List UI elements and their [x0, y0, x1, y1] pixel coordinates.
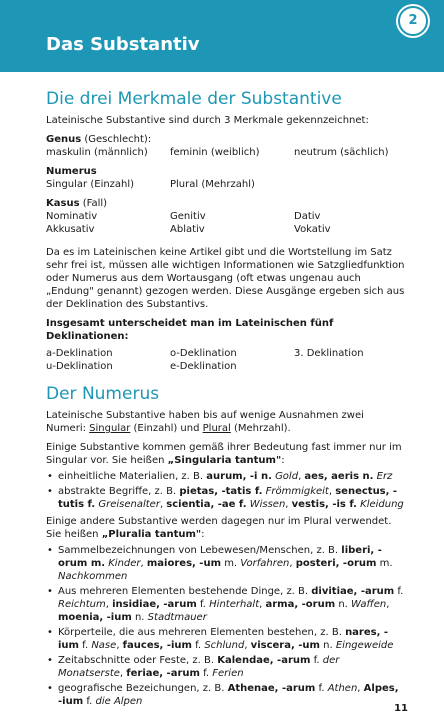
kasus-value: Dativ: [294, 211, 321, 222]
declension-item: a-Deklination: [46, 348, 113, 359]
gender: f.: [86, 696, 93, 707]
list-item: • abstrakte Begriffe, z. B. pietas, -tatis f. Frömmigkeit, senectus, -tutis f. Greisenalter, scientia, -ae f. Wissen, vestis, -is f. Kleidung: [46, 485, 406, 511]
chapter-number-badge: 2: [398, 6, 428, 36]
genus-value: neutrum (sächlich): [294, 147, 389, 158]
declensions-heading: Insgesamt unterscheidet man im Lateinischen fünf Deklinationen:: [46, 318, 334, 342]
kasus-row: [46, 210, 406, 223]
declensions-row: [46, 360, 406, 373]
latin-word: scientia, -ae f.: [166, 499, 247, 510]
translation: Kleidung: [360, 499, 404, 510]
gender: f.: [318, 683, 325, 694]
pluralia-text: :: [201, 529, 205, 540]
translation: Athen: [327, 683, 358, 694]
gender: n.: [338, 599, 348, 610]
list-item: • Sammelbezeichnungen von Lebewesen/Menschen, z. B. liberi, -orum m. Kinder, maiores, -um m. Vorfahren, posteri, -orum m. Nachkommen: [46, 544, 406, 583]
kasus-value: Genitiv: [170, 211, 206, 222]
numeri-paragraph: [46, 409, 406, 435]
singular-term: Singular: [89, 423, 131, 434]
numeri-text: (Mehrzahl).: [230, 423, 291, 434]
translation: Greisenalter: [98, 499, 160, 510]
declension-item: u-Deklination: [46, 361, 113, 372]
singularia-text: :: [281, 455, 285, 466]
kasus-row: [46, 223, 406, 236]
gender: f.: [82, 640, 89, 651]
latin-word: Alpes, -ium: [58, 683, 399, 707]
singularia-term: „Singularia tantum": [167, 455, 282, 466]
pluralia-intro: [46, 515, 406, 541]
latin-word: insidiae, -arum: [112, 599, 197, 610]
gender: n.: [134, 612, 145, 623]
translation: Eingeweide: [335, 640, 394, 651]
latin-word: aurum, -i n.: [206, 471, 272, 482]
kasus-note: (Fall): [82, 198, 108, 209]
pluralia-text: Einige andere Substantive werden dagegen nur im Plural verwendet. Sie heißen: [46, 516, 392, 540]
kasus-block: [46, 197, 406, 236]
numerus-values: [46, 178, 406, 191]
genus-note: (Geschlecht):: [84, 134, 152, 145]
translation: Vorfahren: [240, 558, 290, 569]
section-heading-merkmale: Die drei Merkmale der Substantive: [46, 89, 342, 109]
singularia-text: Einige Substantive kommen gemäß ihrer Bedeutung fast immer nur im Singular vor. Sie heißen: [46, 442, 402, 466]
latin-word: senectus, -tutis f.: [58, 486, 398, 510]
gender: f.: [313, 655, 320, 666]
translation: Kinder: [108, 558, 141, 569]
item-text: geografische Bezeichungen, z. B.: [58, 683, 228, 694]
latin-word: feriae, -arum: [126, 668, 200, 679]
gender: f.: [203, 668, 210, 679]
translation: Reichtum: [58, 599, 106, 610]
list-item: • einheitliche Materialien, z. B. aurum, -i n. Gold, aes, aeris n. Erz: [46, 470, 406, 483]
page-number: 11: [394, 703, 408, 714]
latin-word: fauces, -ium: [122, 640, 192, 651]
numeri-text: (Einzahl) und: [130, 423, 203, 434]
gender: f.: [195, 640, 202, 651]
translation: die Alpen: [95, 696, 143, 707]
list-item: • Aus mehreren Elementen bestehende Dinge, z. B. divitiae, -arum f. Reichtum, insidiae, -arum f. Hinterhalt, arma, -orum n. Waffen, moenia, -ium n. Stadtmauer: [46, 585, 406, 624]
genus-value: feminin (weiblich): [170, 147, 260, 158]
item-text: Aus mehreren Elementen bestehende Dinge, z. B.: [58, 586, 312, 597]
translation: Ferien: [212, 668, 244, 679]
chapter-header: [0, 0, 444, 72]
translation: Hinterhalt: [209, 599, 260, 610]
numerus-value: Plural (Mehrzahl): [170, 179, 255, 190]
numerus-block: [46, 165, 406, 191]
declension-item: e-Deklination: [170, 361, 237, 372]
translation: Nase: [91, 640, 117, 651]
translation: Gold: [275, 471, 299, 482]
translation: Waffen: [351, 599, 387, 610]
latin-word: aes, aeris n.: [304, 471, 374, 482]
kasus-label: Kasus: [46, 198, 80, 209]
kasus-value: Vokativ: [294, 224, 331, 235]
gender: f.: [199, 599, 206, 610]
genus-values: [46, 146, 406, 159]
latin-word: Athenae, -arum: [227, 683, 316, 694]
translation: Nachkommen: [58, 571, 128, 582]
gender: n.: [323, 640, 333, 651]
numerus-label: Numerus: [46, 166, 97, 177]
pluralia-list: [46, 544, 406, 708]
item-text: Zeitabschnitte oder Feste, z. B.: [58, 655, 218, 666]
latin-word: maiores, -um: [146, 558, 221, 569]
kasus-value: Nominativ: [46, 211, 98, 222]
latin-word: pietas, -tatis f.: [179, 486, 263, 497]
translation: der Monatserste: [58, 655, 340, 679]
gender: m.: [379, 558, 393, 569]
genus-heading: [46, 133, 406, 146]
list-item: • Körperteile, die aus mehreren Elementen bestehen, z. B. nares, -ium f. Nase, fauces, -ium f. Schlund, viscera, -um n. Eingeweide: [46, 626, 406, 652]
latin-word: vestis, -is f.: [291, 499, 357, 510]
translation: Stadtmauer: [147, 612, 207, 623]
latin-word: moenia, -ium: [58, 612, 132, 623]
explanation-paragraph: Da es im Lateinischen keine Artikel gibt und die Wortstellung im Satz sehr frei ist, müssen alle wichtigen Informationen wie Satzgliedfunktion oder Numerus aus dem Wortausgang (oft etwas ungenau auch „Endung" genannt) gezogen werden. Diese Ausgänge ergeben sich aus der Deklination des Substantivs.: [46, 247, 405, 310]
page-title: Das Substantiv: [46, 34, 200, 55]
latin-word: nares, -ium: [58, 627, 389, 651]
item-text: einheitliche Materialien, z. B.: [58, 471, 207, 482]
latin-word: viscera, -um: [250, 640, 320, 651]
latin-word: liberi, -orum m.: [58, 545, 382, 569]
declensions-row: [46, 347, 406, 360]
latin-word: Kalendae, -arum: [217, 655, 311, 666]
declension-item: 3. Deklination: [294, 348, 364, 359]
intro-text: Lateinische Substantive sind durch 3 Merkmale gekennzeichnet:: [46, 115, 369, 126]
pluralia-term: „Pluralia tantum": [101, 529, 202, 540]
genus-label: Genus: [46, 134, 82, 145]
latin-word: divitiae, -arum: [311, 586, 395, 597]
translation: Frömmigkeit: [265, 486, 329, 497]
numerus-value: Singular (Einzahl): [46, 179, 135, 190]
plural-term: Plural: [202, 423, 231, 434]
latin-word: posteri, -orum: [295, 558, 377, 569]
gender: f.: [397, 586, 404, 597]
singularia-intro: [46, 441, 406, 467]
item-text: Körperteile, die aus mehreren Elementen bestehen, z. B.: [58, 627, 346, 638]
list-item: • Zeitabschnitte oder Feste, z. B. Kalendae, -arum f. der Monatserste, feriae, -arum f. Ferien: [46, 654, 406, 680]
genus-block: [46, 133, 406, 159]
list-item: • geografische Bezeichungen, z. B. Athenae, -arum f. Athen, Alpes, -ium f. die Alpen: [46, 682, 406, 708]
item-text: abstrakte Begriffe, z. B.: [58, 486, 180, 497]
kasus-value: Ablativ: [170, 224, 205, 235]
gender: m.: [224, 558, 238, 569]
translation: Erz: [376, 471, 393, 482]
kasus-heading: [46, 197, 406, 210]
genus-value: maskulin (männlich): [46, 147, 148, 158]
section-heading-numerus: Der Numerus: [46, 384, 160, 404]
item-text: Sammelbezeichnungen von Lebewesen/Menschen, z. B.: [58, 545, 342, 556]
latin-word: arma, -orum: [265, 599, 336, 610]
declension-item: o-Deklination: [170, 348, 237, 359]
page-content: [46, 88, 406, 710]
singularia-list: [46, 470, 406, 511]
numeri-text: Lateinische Substantive haben bis auf wenige Ausnahmen zwei Numeri:: [46, 410, 364, 434]
translation: Wissen: [249, 499, 286, 510]
kasus-value: Akkusativ: [46, 224, 95, 235]
translation: Schlund: [204, 640, 245, 651]
